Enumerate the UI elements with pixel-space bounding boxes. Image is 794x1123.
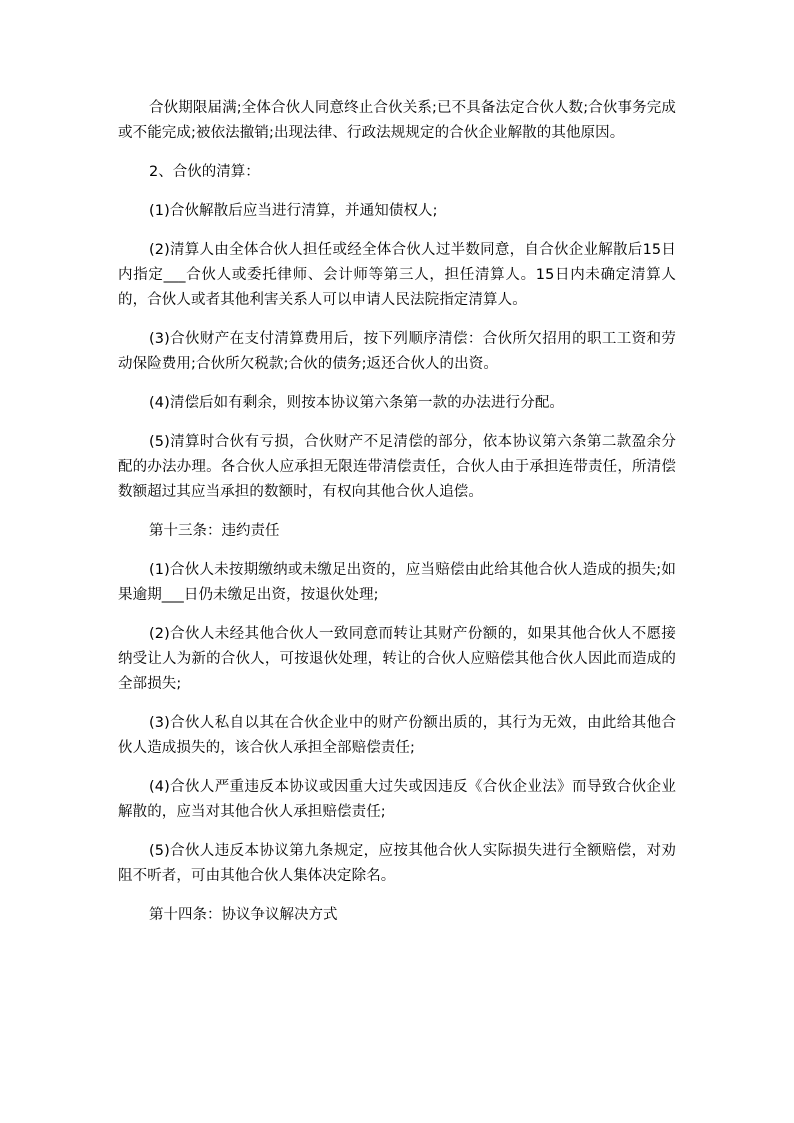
liquidation-clause-2: (2)清算人由全体合伙人担任或经全体合伙人过半数同意，自合伙企业解散后15日内指定___合伙人或委托律师、会计师等第三人，担任清算人。15日内未确定清算人的，合伙人或者其他利害关系人可以申请人民法院指定清算人。 xyxy=(118,242,676,308)
liquidation-clause-3: (3)合伙财产在支付清算费用后，按下列顺序清偿：合伙所欠招用的职工工资和劳动保险费用;合伙所欠税款;合伙的债务;返还合伙人的出资。 xyxy=(118,331,676,372)
article-14-heading: 第十四条：协议争议解决方式 xyxy=(149,907,338,923)
section-liquidation-heading: 2、合伙的清算： xyxy=(149,164,260,180)
liability-clause-1: (1)合伙人未按期缴纳或未缴足出资的，应当赔偿由此给其他合伙人造成的损失;如果逾期___日仍未缴足出资，按退伙处理; xyxy=(118,562,676,603)
liability-clause-2: (2)合伙人未经其他合伙人一致同意而转让其财产份额的，如果其他合伙人不愿接纳受让人为新的合伙人，可按退伙处理，转让的合伙人应赔偿其他合伙人因此而造成的全部损失; xyxy=(118,626,676,692)
liquidation-clause-5: (5)清算时合伙有亏损，合伙财产不足清偿的部分，依本协议第六条第二款盈余分配的办法办理。各合伙人应承担无限连带清偿责任，合伙人由于承担连带责任，所清偿数额超过其应当承担的数额时，有权向其他合伙人追偿。 xyxy=(118,434,676,500)
liability-clause-4: (4)合伙人严重违反本协议或因重大过失或因违反《合伙企业法》而导致合伙企业解散的，应当对其他合伙人承担赔偿责任; xyxy=(118,779,676,820)
article-13-heading: 第十三条：违约责任 xyxy=(149,523,280,539)
paragraph-dissolution-causes: 合伙期限届满;全体合伙人同意终止合伙关系;已不具备法定合伙人数;合伙事务完成或不能完成;被依法撤销;出现法律、行政法规规定的合伙企业解散的其他原因。 xyxy=(118,100,676,141)
liability-clause-5: (5)合伙人违反本协议第九条规定，应按其他合伙人实际损失进行全额赔偿，对劝阻不听者，可由其他合伙人集体决定除名。 xyxy=(118,843,676,884)
liquidation-clause-4: (4)清偿后如有剩余，则按本协议第六条第一款的办法进行分配。 xyxy=(149,395,565,411)
document-page xyxy=(118,96,676,942)
liability-clause-3: (3)合伙人私自以其在合伙企业中的财产份额出质的，其行为无效，由此给其他合伙人造成损失的，该合伙人承担全部赔偿责任; xyxy=(118,715,676,756)
liquidation-clause-1: (1)合伙解散后应当进行清算，并通知债权人; xyxy=(149,203,438,219)
